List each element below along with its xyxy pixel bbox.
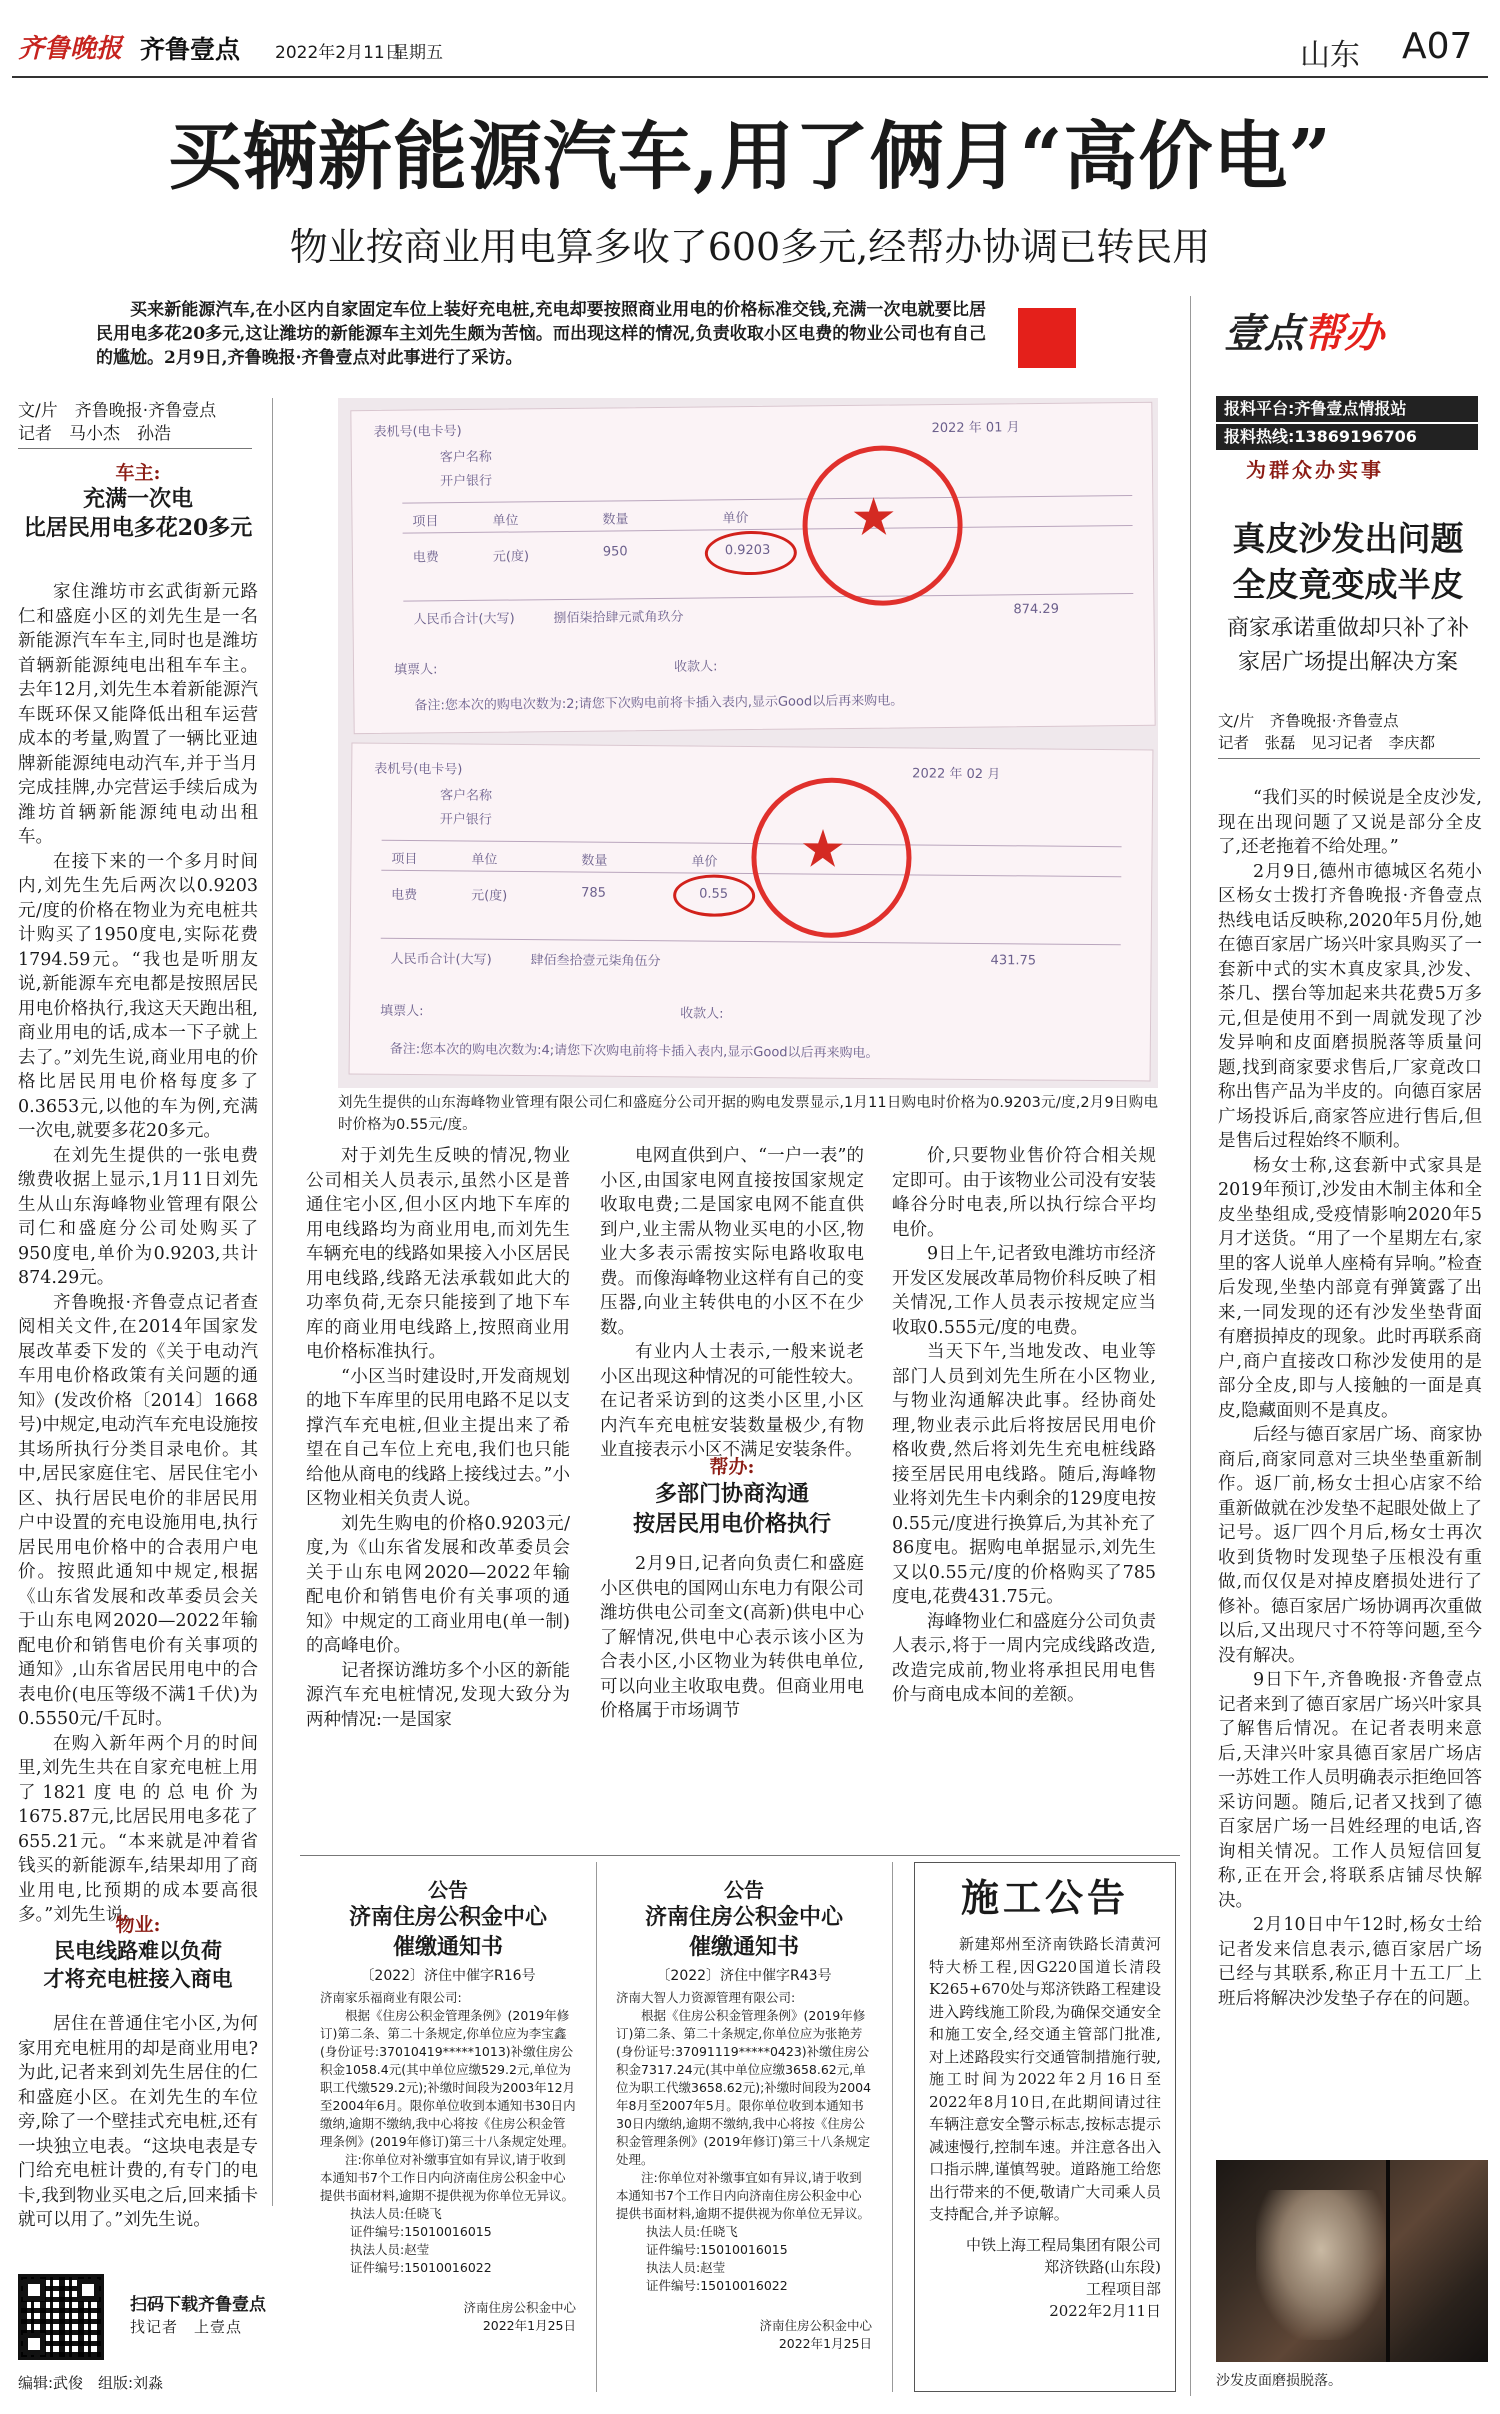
r1-total-small: 874.29	[1013, 601, 1060, 618]
col1-para: 齐鲁晚报·齐鲁壹点记者查阅相关文件,在2014年国家发展改革委下发的《关于电动汽车用电价格政策有关问题的通知》(发改价格〔2014〕1668号)中规定,电动汽车充电设施按其场所执行分类目录电价。其中,居民家庭住宅、居民住宅小区、执行居民电价的非居民用户中设置的充电设施用电,执行居民用电价格中的合表用户电价。按照此通知中规定,根据《山东省发展和改革委员会关于山东电网2020—2022年输配电价和销售电价有关事项的通知》,山东省居民用电中的合表电价(电压等级不满1千伏)为0.5550元/千瓦时。	[18, 1292, 258, 1729]
section-property-heading	[18, 1910, 258, 1993]
weekday: 星期五	[392, 43, 443, 63]
col4-para: 海峰物业仁和盛庭分公司负责人表示,将于一周内完成线路改造,改造完成前,物业将承担民用电售价与商电成本间的差额。	[892, 1611, 1156, 1705]
notice2-note: 注:你单位对补缴事宜如有异议,请于收到本通知书7个工作日内向济南住房公积金中心提供书面材料,逾期不提供视为你单位无异议。	[616, 2170, 870, 2221]
story2-para: 9日下午,齐鲁晚报·齐鲁壹点记者来到了德百家居广场兴叶家具了解售后情况。在记者表明来意后,天津兴叶家具德百家居广场店一苏姓工作人员明确表示拒绝回答采访问题。随后,记者又找到了德百家居广场一吕姓经理的电话,咨询相关情况。工作人员短信回复称,正在开会,将联系店铺尽快解决。	[1218, 1670, 1482, 1911]
column-2-text	[306, 1144, 570, 1732]
receipt-photo	[338, 398, 1158, 1088]
qr-code[interactable]	[18, 2274, 104, 2360]
notice2-date: 2022年1月25日	[778, 2336, 872, 2351]
issue-date: 2022年2月11日	[275, 43, 402, 63]
qr-finder-tr	[77, 2279, 99, 2301]
section-property-title2: 才将充电桩接入商电	[43, 1966, 233, 1991]
bangban-slogan: 为群众办实事	[1246, 458, 1384, 482]
column-1b-text	[18, 2012, 258, 2233]
page-number: A07	[1402, 26, 1473, 67]
headline: 买辆新能源汽车,用了俩月“高价电”	[168, 114, 1332, 200]
notice1-title2: 催缴通知书	[392, 1935, 503, 1960]
notice2-company: 济南大智人力资源管理有限公司:	[616, 1990, 796, 2005]
bangban-logo-b: 帮办	[1304, 310, 1384, 357]
r2-date: 2022 年 02 月	[912, 766, 1001, 783]
col-divider	[272, 398, 273, 2206]
story2-para: “我们买的时候说是全皮沙发,现在出现问题了又说是部分全皮了,还老拖着不给处理。”	[1218, 788, 1482, 857]
r1-row-unit: 元(度)	[492, 549, 530, 565]
r2-total-small: 431.75	[990, 953, 1037, 969]
column-3b-text	[600, 1552, 864, 1724]
sofa-worn-patch	[1256, 2190, 1386, 2340]
r2-hdr-qty: 数量	[581, 853, 608, 869]
story2-byline1: 文/片 齐鲁晚报·齐鲁壹点	[1218, 712, 1399, 730]
section-help-heading	[600, 1452, 864, 1539]
r2-row-unit: 元(度)	[471, 888, 508, 904]
notice1-officer2: 执法人员:赵莹	[350, 2242, 430, 2257]
story2-para: 后经与德百家居广场、商家协商后,商家同意对三块坐垫重新制作。返厂前,杨女士担心店家不给重新做就在沙发垫不起眼处做上了记号。返厂四个月后,杨女士再次收到货物时发现垫子压根没有重做,而仅仅是对掉皮磨损处进行了修补。德百家居广场协调再次重做以后,又出现尺寸不符等问题,至今没有解决。	[1218, 1425, 1482, 1666]
price-highlight-circle	[705, 531, 797, 576]
notice-2	[606, 1866, 882, 2392]
notice2-cert1: 证件编号:15010016015	[646, 2242, 788, 2257]
col2-para: “小区当时建设时,开发商规划的地下车库里的民用电路不足以支撑汽车充电桩,但业主提出来了希望在自己车位上充电,我们也只能给他从商电的线路上接线过去。”小区物业相关负责人说。	[306, 1366, 570, 1509]
col1-para: 在购入新年两个月的时间里,刘先生共在自家充电桩上用了1821度电的总电价为1675.87元,比居民用电多花了655.21元。“本来就是冲着省钱买的新能源车,结果却用了商业用电,比预期的成本要高很多。”刘先生说。	[18, 1733, 258, 1925]
column-4-text	[892, 1144, 1156, 1708]
r2-row-price: 0.55	[699, 886, 729, 902]
r2-meter: 表机号(电卡号)	[374, 761, 463, 778]
r2-total-amount: 肆佰叁拾壹元柒角伍分	[530, 953, 661, 970]
construction-notice	[914, 1862, 1176, 2392]
col1-para: 在接下来的一个多月时间内,刘先生先后两次以0.9203元/度的价格在物业为充电桩共计购买了1950度电,实际花费1794.59元。“我也是听朋友说,新能源车充电都是按照居民用电价格执行,我这天天跑出租,商业用电的话,成本一下子就上去了。”刘先生说,商业用电的价格比居民用电价格每度多了0.3653元,以他的车为例,充满一次电,就要多花20多元。	[18, 851, 258, 1141]
col4-para: 当天下午,当地发改、电业等部门人员到刘先生所在小区物业,与物业沟通解决此事。经协商处理,物业表示此后将按居民用电价格收费,然后将刘先生充电桩线路接至居民用电线路。随后,海峰物业将刘先生卡内剩余的129度电按0.55元/度进行换算后,为其补充了86度电。据购电单据显示,刘先生又以0.55元/度的价格购买了785度电,花费431.75元。	[892, 1342, 1156, 1607]
bangban-logo-a: 壹点	[1224, 310, 1304, 357]
story2-sub2: 家居广场提出解决方案	[1237, 650, 1458, 675]
byline-line2: 记者 马小杰 孙浩	[18, 424, 171, 444]
story2-title2: 全皮竟变成半皮	[1232, 565, 1464, 604]
col4-para: 价,只要物业售价符合相关规定即可。由于该物业公司没有安装峰谷分时电表,所以执行综合平均电价。	[892, 1146, 1156, 1240]
col1b-para: 居住在普通住宅小区,为何家用充电桩用的却是商业用电?为此,记者来到刘先生居住的仁和盛庭小区。在刘先生的车位旁,除了一个壁挂式充电桩,还有一块独立电表。“这块电表是专门给充电桩计费的,有专门的电卡,我到物业买电之后,回来插卡就可以用了。”刘先生说。	[18, 2014, 258, 2230]
col2-para: 记者探访潍坊多个小区的新能源汽车充电桩情况,发现大致分为两种情况:一是国家	[306, 1660, 570, 1730]
story2-byline	[1218, 710, 1488, 754]
notice-divider-2	[892, 1862, 893, 2392]
receipt-feb	[349, 743, 1154, 1082]
col4-para: 9日上午,记者致电潍坊市经济开发区发展改革局物价科反映了相关情况,工作人员表示按规定应当收取0.555元/度的电费。	[892, 1244, 1156, 1338]
r1-bank: 开户银行	[440, 473, 493, 490]
tip-platform: 报料平台:齐鲁壹点情报站	[1216, 396, 1478, 422]
qr-label: 扫码下载齐鲁壹点	[130, 2295, 266, 2315]
column-3-text	[600, 1144, 864, 1463]
r1-owner: 客户名称	[439, 449, 492, 466]
col2-para: 刘先生购电的价格0.9203元/度,为《山东省发展和改革委员会关于山东电网2020—2022年输配电价和销售电价有关事项的通知》中规定的工商业用电(单一制)的高峰电价。	[306, 1513, 570, 1656]
lead-paragraph: 买来新能源汽车,在小区内自家固定车位上装好充电桩,充电却要按照商业用电的价格标准交钱,充满一次电就要比居民用电多花20多元,这让潍坊的新能源车主刘先生颇为苦恼。而出现这样的情况,负责收取小区电费的物业公司也有自己的尴尬。2月9日,齐鲁晚报·齐鲁壹点对此事进行了采访。	[96, 300, 986, 368]
col3b-para: 2月9日,记者向负责仁和盛庭小区供电的国网山东电力有限公司潍坊供电公司奎文(高新)供电中心了解情况,供电中心表示该小区为合表小区,小区物业为转供电单位,可以向业主收取电费。但商业用电价格属于市场调节	[600, 1554, 864, 1721]
r2-owner: 客户名称	[439, 788, 493, 804]
section-owner-title2: 比居民用电多花20多元	[23, 515, 253, 541]
bangban-box	[1216, 300, 1486, 480]
byline-rule	[18, 448, 252, 449]
r1-meter: 表机号(电卡号)	[373, 424, 462, 440]
r1-row-qty: 950	[602, 544, 628, 560]
r2-table-bot	[381, 938, 1121, 945]
bangban-logo	[1224, 302, 1384, 359]
notice-top-rule	[300, 1855, 1180, 1856]
construction-title: 施工公告	[960, 1875, 1129, 1920]
masthead	[0, 0, 1500, 76]
r1-total-label: 人民币合计(大写)	[413, 611, 515, 628]
r2-note: 备注:您本次的购电次数为:4;请您下次购电前将卡插入表内,显示Good以后再来购电。	[389, 1041, 879, 1062]
section-name: 山东	[1300, 38, 1360, 73]
notice1-note: 注:你单位对补缴事宜如有异议,请于收到本通知书7个工作日内向济南住房公积金中心提供书面材料,逾期不提供视为你单位无异议。	[320, 2152, 574, 2203]
notice1-ref: 〔2022〕济住中催字R16号	[360, 1968, 536, 1984]
r1-filler: 填票人:	[393, 662, 438, 678]
r1-hdr-unit: 单位	[492, 513, 519, 529]
qr-finder-tl	[23, 2279, 45, 2301]
section-help-title2: 按居民用电价格执行	[632, 1511, 831, 1537]
byline-line1: 文/片 齐鲁晚报·齐鲁壹点	[18, 401, 217, 421]
col1-para: 在刘先生提供的一张电费缴费收据上显示,1月11日刘先生从山东海峰物业管理有限公司仁和盛庭分公司处购买了950度电,单价为0.9203,共计874.29元。	[18, 1145, 258, 1288]
tip-hotline: 报料热线:13869196706	[1216, 424, 1478, 450]
construction-sign2: 郑济铁路(山东段)	[1044, 2257, 1161, 2276]
col3-para: 有业内人士表示,一般来说老小区出现这种情况的可能性较大。在记者采访到的这类小区里,小区内汽车充电桩安装数量极少,有物业直接表示小区不满足安装条件。	[600, 1342, 864, 1460]
red-accent-block	[1018, 308, 1076, 368]
col3-para: 电网直供到户、“一户一表”的小区,由国家电网直接按国家规定收取电费;二是国家电网不能直供到户,业主需从物业买电的小区,物业大多表示需按实际电路收取电费。而像海峰物业这样有自己的变压器,向业主转供电的小区不在少数。	[600, 1146, 864, 1338]
r1-row-price: 0.9203	[724, 542, 771, 559]
section-property-title1: 民电线路难以负荷	[54, 1938, 222, 1963]
column-1-text	[18, 580, 258, 1928]
sofa-photo-caption: 沙发皮面磨损脱落。	[1216, 2373, 1342, 2389]
notice1-officer1: 执法人员:任晓飞	[350, 2206, 442, 2221]
construction-sign1: 中铁上海工程局集团有限公司	[965, 2235, 1161, 2254]
r1-payee: 收款人:	[673, 659, 718, 675]
seal-star-icon: ★	[850, 487, 898, 548]
receipt-jan	[350, 402, 1155, 734]
subheadline: 物业按商业用电算多收了600多元,经帮办协调已转民用	[289, 225, 1211, 269]
notice1-label: 公告	[428, 1878, 468, 1902]
r1-row-item: 电费	[412, 550, 439, 566]
seal-star-icon: ★	[799, 819, 847, 880]
r2-bank: 开户银行	[439, 812, 492, 828]
price-highlight-circle	[673, 874, 755, 917]
notice2-ref: 〔2022〕济住中催字R43号	[656, 1968, 832, 1984]
story2-para: 杨女士称,这套新中式家具是2019年预订,沙发由木制主体和全皮坐垫组成,受疫情影响2020年5月才送货。“用了一个星期左右,家里的客人说单人座椅有异响。”检查后发现,坐垫内部竟有弹簧露了出来,一同发现的还有沙发坐垫背面有磨损掉皮的现象。此时再联系商户,商户直接改口称沙发使用的是部分全皮,即与人接触的一面是真皮,隐藏面则不是真皮。	[1218, 1155, 1482, 1421]
notice2-issuer: 济南住房公积金中心	[759, 2318, 872, 2333]
notice2-cert2: 证件编号:15010016022	[646, 2278, 788, 2293]
r2-hdr-item: 项目	[391, 851, 418, 868]
r1-hdr-qty: 数量	[602, 512, 629, 528]
story2-para: 2月9日,德州市德城区名苑小区杨女士拨打齐鲁晚报·齐鲁壹点热线电话反映称,2020年5月份,她在德百家居广场兴叶家具购买了一套新中式的实木真皮家具,沙发、茶几、摆台等加起来共花费5万多元,但是使用不到一周就发现了沙发异响和皮面磨损脱落等质量问题,找到商家要求售后,厂家竟改口称出售产品为半皮的。向德百家居广场投诉后,商家答应进行售后,但是售后过程始终不顺利。	[1218, 861, 1482, 1151]
section-property-label: 物业:	[115, 1914, 161, 1936]
construction-date: 2022年2月11日	[1049, 2301, 1161, 2320]
editors-credit: 编辑:武俊 组版:刘淼	[18, 2374, 164, 2392]
notice1-cert2: 证件编号:15010016022	[350, 2260, 492, 2275]
notice1-issuer: 济南住房公积金中心	[463, 2300, 576, 2315]
main-right-divider	[1190, 296, 1191, 2396]
photo-caption: 刘先生提供的山东海峰物业管理有限公司仁和盛庭分公司开据的购电发票显示,1月11日购电时价格为0.9203元/度,2月9日购电时价格为0.55元/度。	[338, 1095, 1158, 1133]
r1-note: 备注:您本次的购电次数为:2;请您下次购电前将卡插入表内,显示Good以后再来购电。	[414, 693, 904, 714]
r1-hdr-item: 项目	[412, 514, 439, 530]
r2-row-item: 电费	[391, 887, 418, 904]
byline	[18, 400, 258, 446]
story2-title1: 真皮沙发出问题	[1232, 519, 1464, 558]
notice2-title2: 催缴通知书	[688, 1935, 799, 1960]
story2-title	[1206, 516, 1490, 608]
story2-byline2: 记者 张磊 见习记者 李庆都	[1218, 734, 1436, 752]
story2-para: 2月10日中午12时,杨女士给记者发来信息表示,德百家居广场已经与其联系,称正月十五工厂上班后将解决沙发垫子存在的问题。	[1218, 1915, 1482, 2009]
r1-hdr-price: 单价	[722, 511, 749, 527]
construction-sign3: 工程项目部	[1085, 2279, 1161, 2298]
r2-filler: 填票人:	[380, 1003, 424, 1020]
r1-total-amount: 捌佰柒拾肆元贰角玖分	[553, 609, 684, 627]
r1-date: 2022 年 01 月	[931, 420, 1020, 437]
r2-row-qty: 785	[581, 885, 607, 901]
r2-total-label: 人民币合计(大写)	[390, 951, 492, 968]
r2-hdr-unit: 单位	[471, 852, 498, 868]
notice2-officer1: 执法人员:任晓飞	[646, 2224, 738, 2239]
section-owner-label: 车主:	[115, 462, 161, 484]
sofa-cushion-seam	[1386, 2160, 1390, 2362]
masthead-rule	[12, 76, 1488, 78]
notice-divider-1	[596, 1862, 597, 2392]
r1-table-top	[402, 495, 1132, 504]
sofa-photo	[1216, 2160, 1488, 2362]
r2-hdr-price: 单价	[691, 854, 718, 870]
notice2-title: 济南住房公积金中心	[644, 1905, 843, 1930]
section-owner-heading	[18, 458, 258, 543]
construction-body: 新建郑州至济南铁路长清黄河特大桥工程,因G220国道长清段K265+670处与郑济铁路工程建设进入跨线施工阶段,为确保交通安全和施工安全,经交通主管部门批准,对上述路段实行交通管制措施行驶,施工时间为2022年2月16日至2022年8月10日,在此期间请过往车辆注意安全警示标志,按标志提示减速慢行,控制车速。并注意各出入口指示牌,谨慎驾驶。道路施工给您出行带来的不便,敬请广大司乘人员支持配合,并予谅解。	[929, 1935, 1161, 2223]
qr-sublabel: 找记者 上壹点	[130, 2318, 243, 2336]
col2-para: 对于刘先生反映的情况,物业公司相关人员表示,虽然小区是普通住宅小区,但小区内地下车库的用电线路均为商业用电,而刘先生车辆充电的线路如果接入小区居民用电线路,线路无法承载如此大的功率负荷,无奈只能接到了地下车库的商业用电线路上,按照商业用电价格标准执行。	[306, 1146, 570, 1362]
notice1-company: 济南家乐福商业有限公司:	[320, 1990, 462, 2005]
qr-finder-bl	[23, 2333, 45, 2355]
story2-byline-rule	[1218, 758, 1480, 759]
r2-table-mid	[381, 870, 1121, 877]
notice2-officer2: 执法人员:赵莹	[646, 2260, 726, 2275]
section-help-title1: 多部门协商沟通	[654, 1481, 809, 1507]
notice1-date: 2022年1月25日	[482, 2318, 576, 2333]
story2-text	[1218, 786, 1482, 2011]
notice1-cert1: 证件编号:15010016015	[350, 2224, 492, 2239]
notice2-body: 根据《住房公积金管理条例》(2019年修订)第二条、第二十条规定,你单位应为张艳芳(身份证号:37091119*****0423)补缴住房公积金7317.24元(其中单位应缴3658.62元,单位为职工代缴3658.62元);补缴时间段为2004年8月至2007年5月。限你单位收到本通知书30日内缴纳,逾期不缴纳,我中心将按《住房公积金管理条例》(2019年修订)第三十八条规定处理。	[616, 2008, 872, 2167]
r1-table-bot	[403, 593, 1133, 602]
notice-1	[310, 1866, 586, 2392]
brand-logo: 齐鲁壹点	[140, 35, 241, 64]
story2-subtitle	[1206, 612, 1490, 680]
notice1-title: 济南住房公积金中心	[348, 1905, 547, 1930]
paper-logo: 齐鲁晚报	[18, 34, 123, 64]
notice2-label: 公告	[724, 1878, 764, 1902]
story2-sub1: 商家承诺重做却只补了补	[1226, 616, 1469, 641]
section-owner-title1: 充满一次电	[82, 486, 193, 512]
col1-para: 家住潍坊市玄武街新元路仁和盛庭小区的刘先生是一名新能源汽车车主,同时也是潍坊首辆新能源纯电出租车车主。去年12月,刘先生本着新能源汽车既环保又能降低出租车运营成本的考量,购置了一辆比亚迪牌新能源纯电动汽车,并于当月完成挂牌,办完营运手续后成为潍坊首辆新能源纯电动出租车。	[18, 582, 258, 847]
r2-payee: 收款人:	[680, 1006, 724, 1022]
notice1-body: 根据《住房公积金管理条例》(2019年修订)第二条、第二十条规定,你单位应为李宝鑫(身份证号:37010419*****1013)补缴住房公积金1058.4元(其中单位应缴529.2元,单位为职工代缴529.2元);补缴时间段为2003年12月至2004年6月。限你单位收到本通知书30日内缴纳,逾期不缴纳,我中心将按《住房公积金管理条例》(2019年修订)第三十八条规定处理。	[320, 2008, 576, 2149]
section-help-label: 帮办:	[709, 1456, 755, 1478]
